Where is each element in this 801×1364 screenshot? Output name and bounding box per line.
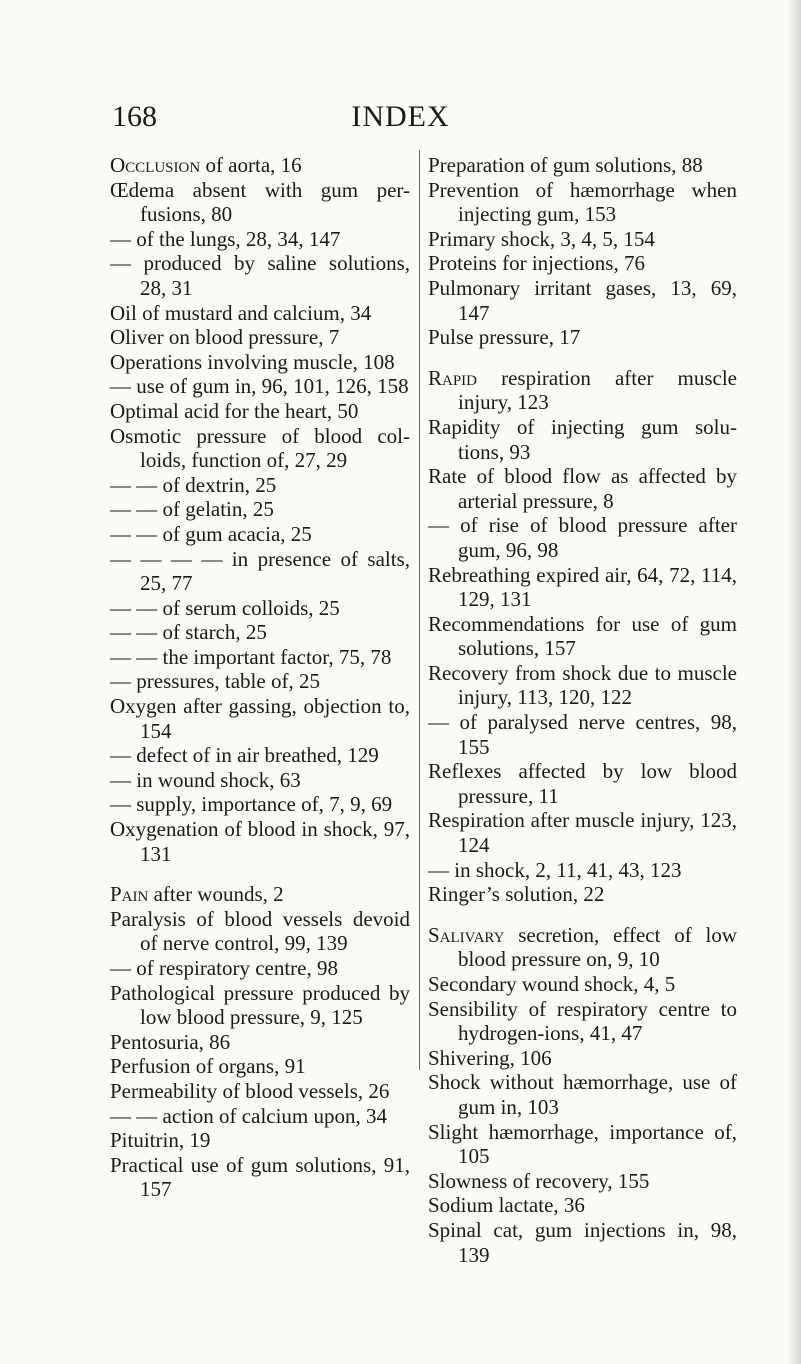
index-entry: Rate of blood flow as affected by arterial pressure, 8 bbox=[428, 464, 737, 513]
index-entry: — of paralysed nerve centres, 98, 155 bbox=[428, 710, 737, 759]
index-entry-head: Pain bbox=[110, 882, 149, 907]
index-entry: Sodium lactate, 36 bbox=[428, 1193, 585, 1218]
index-entry: Osmotic pressure of blood col-loids, function of, 27, 29 bbox=[110, 423, 410, 473]
index-entry-text: of aorta, 16 bbox=[200, 153, 302, 177]
index-entry: Operations involving muscle, 108 bbox=[110, 349, 395, 374]
index-entry: — — of gum acacia, 25 bbox=[110, 521, 312, 546]
index-entry bbox=[428, 366, 737, 415]
index-entry: Oxygenation of blood in shock, 97, 131 bbox=[110, 817, 410, 866]
index-entry: Shivering, 106 bbox=[428, 1045, 552, 1070]
index-entry: — use of gum in, 96, 101, 126, 158 bbox=[110, 374, 409, 399]
index-entry: Oxygen after gassing, objection to, 154 bbox=[110, 694, 410, 743]
index-entry: Perfusion of organs, 91 bbox=[110, 1054, 306, 1079]
index-entry: Recovery from shock due to muscle injury, 113, 120, 122 bbox=[428, 660, 737, 710]
index-entry: Ringer’s solution, 22 bbox=[428, 882, 605, 907]
index-entry: — — — — in presence of salts, 25, 77 bbox=[110, 546, 410, 596]
index-entry: Optimal acid for the heart, 50 bbox=[110, 398, 359, 423]
index-entry-text: secretion, effect of low blood pressure on, 9, 10 bbox=[458, 922, 737, 972]
index-entry: — in wound shock, 63 bbox=[110, 767, 301, 792]
index-entry: Secondary wound shock, 4, 5 bbox=[428, 972, 676, 996]
index-entry: Respiration after muscle injury, 123, 124 bbox=[428, 808, 737, 858]
index-entry: — of rise of blood pressure after gum, 96, 98 bbox=[428, 513, 737, 562]
index-entry: Paralysis of blood vessels devoid of nerve control, 99, 139 bbox=[110, 906, 410, 956]
index-entry: — — of serum colloids, 25 bbox=[110, 595, 340, 620]
index-entry bbox=[110, 153, 410, 178]
page-title: INDEX bbox=[351, 100, 450, 133]
column-divider bbox=[419, 150, 420, 1070]
index-entry: — produced by saline solutions, 28, 31 bbox=[110, 251, 410, 300]
index-entry: Rebreathing expired air, 64, 72, 114, 129, 131 bbox=[428, 562, 737, 612]
index-entry: — — of gelatin, 25 bbox=[110, 497, 274, 522]
index-entry: Œdema absent with gum per-fusions, 80 bbox=[110, 177, 410, 227]
index-column-left bbox=[110, 153, 410, 1202]
index-entry: — in shock, 2, 11, 41, 43, 123 bbox=[428, 857, 682, 882]
index-column-right bbox=[428, 153, 737, 1267]
index-entry-text: respiration after muscle injury, 123 bbox=[458, 365, 737, 415]
page-header bbox=[0, 100, 801, 140]
index-entry: Reflexes affected by low blood pressure, 11 bbox=[428, 759, 737, 808]
index-entry: Rapidity of injecting gum solu-tions, 93 bbox=[428, 414, 737, 464]
index-entry: — — of starch, 25 bbox=[110, 620, 267, 645]
index-entry: Sensibility of respiratory centre to hydrogen-ions, 41, 47 bbox=[428, 996, 737, 1046]
index-entry-head: Salivary bbox=[428, 922, 505, 947]
index-entry: Pulmonary irritant gases, 13, 69, 147 bbox=[428, 275, 737, 325]
index-entry: Permeability of blood vessels, 26 bbox=[110, 1078, 390, 1103]
index-entry: — — action of calcium upon, 34 bbox=[110, 1103, 388, 1128]
index-entry: Preparation of gum solutions, 88 bbox=[428, 153, 703, 177]
index-entry: — — of dextrin, 25 bbox=[110, 472, 277, 497]
index-entry: Shock without hæmorrhage, use of gum in, 103 bbox=[428, 1070, 737, 1119]
index-entry: Oil of mustard and calcium, 34 bbox=[110, 300, 372, 325]
index-entry: Spinal cat, gum injections in, 98, 139 bbox=[428, 1217, 737, 1267]
index-entry: Primary shock, 3, 4, 5, 154 bbox=[428, 226, 655, 251]
index-entry: — defect of in air breathed, 129 bbox=[110, 743, 379, 768]
page-number: 168 bbox=[112, 100, 157, 133]
index-entry: — supply, importance of, 7, 9, 69 bbox=[110, 792, 393, 817]
index-entry: Proteins for injections, 76 bbox=[428, 251, 645, 276]
index-entry-head: Rapid bbox=[428, 365, 478, 390]
index-entry: Pituitrin, 19 bbox=[110, 1128, 211, 1153]
index-entry: — of respiratory centre, 98 bbox=[110, 956, 338, 980]
index-entry-head: Occlusion bbox=[110, 153, 201, 177]
index-entry: — — the important factor, 75, 78 bbox=[110, 644, 392, 669]
index-entry: Recommendations for use of gum solutions, 157 bbox=[428, 611, 737, 661]
index-entry: Pulse pressure, 17 bbox=[428, 325, 581, 350]
index-entry: Pathological pressure produced by low blood pressure, 9, 125 bbox=[110, 980, 410, 1030]
index-entry: — of the lungs, 28, 34, 147 bbox=[110, 226, 341, 251]
index-entry: Pentosuria, 86 bbox=[110, 1029, 231, 1054]
index-entry bbox=[110, 882, 410, 907]
index-entry: Oliver on blood pressure, 7 bbox=[110, 325, 340, 350]
index-entry: Prevention of hæmorrhage when injecting gum, 153 bbox=[428, 177, 737, 227]
index-entry-text: after wounds, 2 bbox=[148, 882, 284, 907]
index-entry: Slowness of recovery, 155 bbox=[428, 1168, 650, 1193]
index-entry: Practical use of gum solutions, 91, 157 bbox=[110, 1152, 410, 1202]
index-entry bbox=[428, 923, 737, 972]
index-entry: Slight hæmorrhage, importance of, 105 bbox=[428, 1119, 737, 1169]
page-edge-shadow bbox=[787, 0, 801, 1364]
index-entry: — pressures, table of, 25 bbox=[110, 669, 320, 694]
